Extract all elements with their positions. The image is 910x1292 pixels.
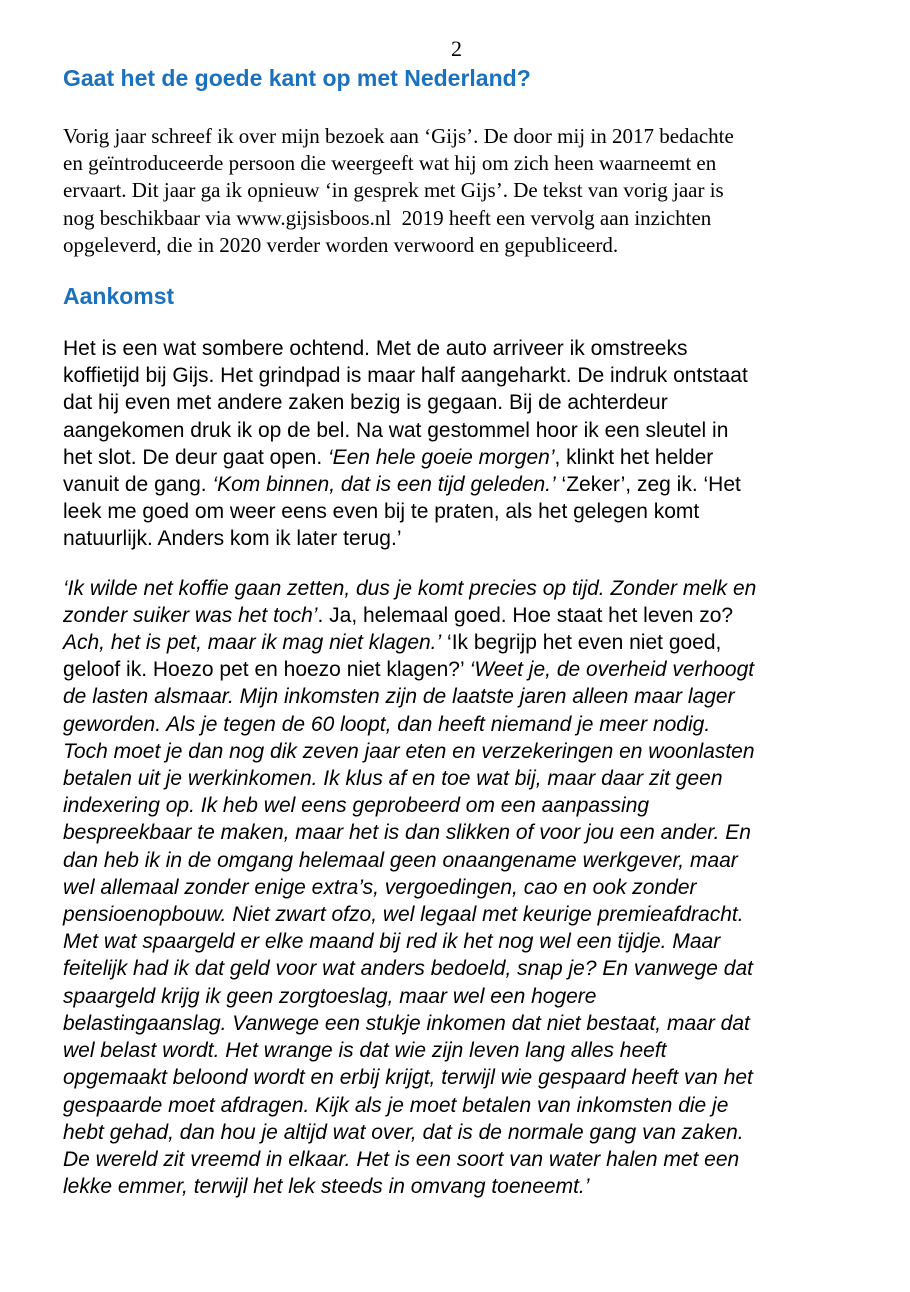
text-line: opgeleverd, die in 2020 verder worden verwoord en gepubliceerd. <box>63 232 619 257</box>
text-line: zonder suiker was het toch’. Ja, helemaal goed. Hoe staat het leven zo? <box>63 603 734 627</box>
text-line: wel allemaal zonder enige extra’s, vergoedingen, cao en ook zonder <box>63 875 697 899</box>
text-line: het slot. De deur gaat open. ‘Een hele goeie morgen’, klinkt het helder <box>63 445 714 469</box>
intro-paragraph <box>63 123 850 259</box>
text-line: vanuit de gang. ‘Kom binnen, dat is een tijd geleden.’ ‘Zeker’, zeg ik. ‘Het <box>63 473 741 497</box>
text-line: Vorig jaar schreef ik over mijn bezoek aan ‘Gijs’. De door mij in 2017 bedachte <box>63 124 734 148</box>
text-line: dat hij even met andere zaken bezig is gegaan. Bij de achterdeur <box>63 391 668 415</box>
text-line: feitelijk had ik dat geld voor wat anders bedoeld, snap je? En vanwege dat <box>63 957 753 981</box>
text-line: spaargeld krijg ik geen zorgtoeslag, maar wel een hogere <box>63 984 597 1008</box>
text-line: aangekomen druk ik op de bel. Na wat gestommel hoor ik een sleutel in <box>63 418 729 442</box>
arrival-paragraph <box>63 335 850 553</box>
text-line: betalen uit je werkinkomen. Ik klus af en toe wat bij, maar daar zit geen <box>63 767 723 791</box>
text-line: pensioenopbouw. Niet zwart ofzo, wel legaal met keurige premieafdracht. <box>63 903 744 927</box>
text-line: nog beschikbaar via www.gijsisboos.nl 2019 heeft een vervolg aan inzichten <box>63 205 712 230</box>
text-line: hebt gehad, dan hou je altijd wat over, dat is de normale gang van zaken. <box>63 1120 744 1144</box>
text-line: leek me goed om weer eens even bij te praten, als het gelegen komt <box>63 500 700 524</box>
text-line: ‘Ik wilde net koffie gaan zetten, dus je komt precies op tijd. Zonder melk en <box>63 576 757 600</box>
text-line: Het is een wat sombere ochtend. Met de auto arriveer ik omstreeks <box>63 337 688 361</box>
text-line: lekke emmer, terwijl het lek steeds in omvang toeneemt.’ <box>63 1175 590 1199</box>
text-line: belastingaanslag. Vanwege een stukje inkomen dat niet bestaat, maar dat <box>63 1011 750 1035</box>
text-line: wel belast wordt. Het wrange is dat wie zijn leven lang alles heeft <box>63 1039 667 1063</box>
text-line: geworden. Als je tegen de 60 loopt, dan heeft niemand je meer nodig. <box>63 712 711 736</box>
text-line: natuurlijk. Anders kom ik later terug.’ <box>63 527 402 551</box>
text-line: dan heb ik in de omgang helemaal geen onaangename werkgever, maar <box>63 848 738 872</box>
text-line: Ach, het is pet, maar ik mag niet klagen.’ ‘Ik begrijp het even niet goed, <box>63 631 722 655</box>
text-line: Met wat spaargeld er elke maand bij red ik het nog wel een tijdje. Maar <box>63 930 721 954</box>
text-line: ervaart. Dit jaar ga ik opnieuw ‘in gesprek met Gijs’. De tekst van vorig jaar is <box>63 178 724 203</box>
text-line: en geïntroduceerde persoon die weergeeft wat hij om zich heen waarneemt en <box>63 151 717 176</box>
section-heading-aankomst: Aankomst <box>63 283 175 310</box>
text-line: De wereld zit vreemd in elkaar. Het is een soort van water halen met een <box>63 1147 740 1171</box>
text-line: opgemaakt beloond wordt en erbij krijgt, terwijl wie gespaard heeft van het <box>63 1066 753 1090</box>
text-line: bespreekbaar te maken, maar het is dan slikken of voor jou een ander. En <box>63 821 751 845</box>
article-title: Gaat het de goede kant op met Nederland? <box>63 65 531 91</box>
text-line: koffietijd bij Gijs. Het grindpad is maar half aangeharkt. De indruk ontstaat <box>63 364 748 388</box>
text-line: de lasten alsmaar. Mijn inkomsten zijn de laatste jaren alleen maar lager <box>63 685 735 709</box>
dialogue-paragraph <box>63 575 850 1201</box>
text-line: geloof ik. Hoezo pet en hoezo niet klagen?’ ‘Weet je, de overheid verhoogt <box>63 658 755 682</box>
text-line: gespaarde moet afdragen. Kijk als je moet betalen van inkomsten die je <box>63 1093 729 1117</box>
page-number: 2 <box>451 36 462 61</box>
text-line: Toch moet je dan nog dik zeven jaar eten en verzekeringen en woonlasten <box>63 739 755 763</box>
text-line: indexering op. Ik heb wel eens geprobeerd om een aanpassing <box>63 794 650 818</box>
